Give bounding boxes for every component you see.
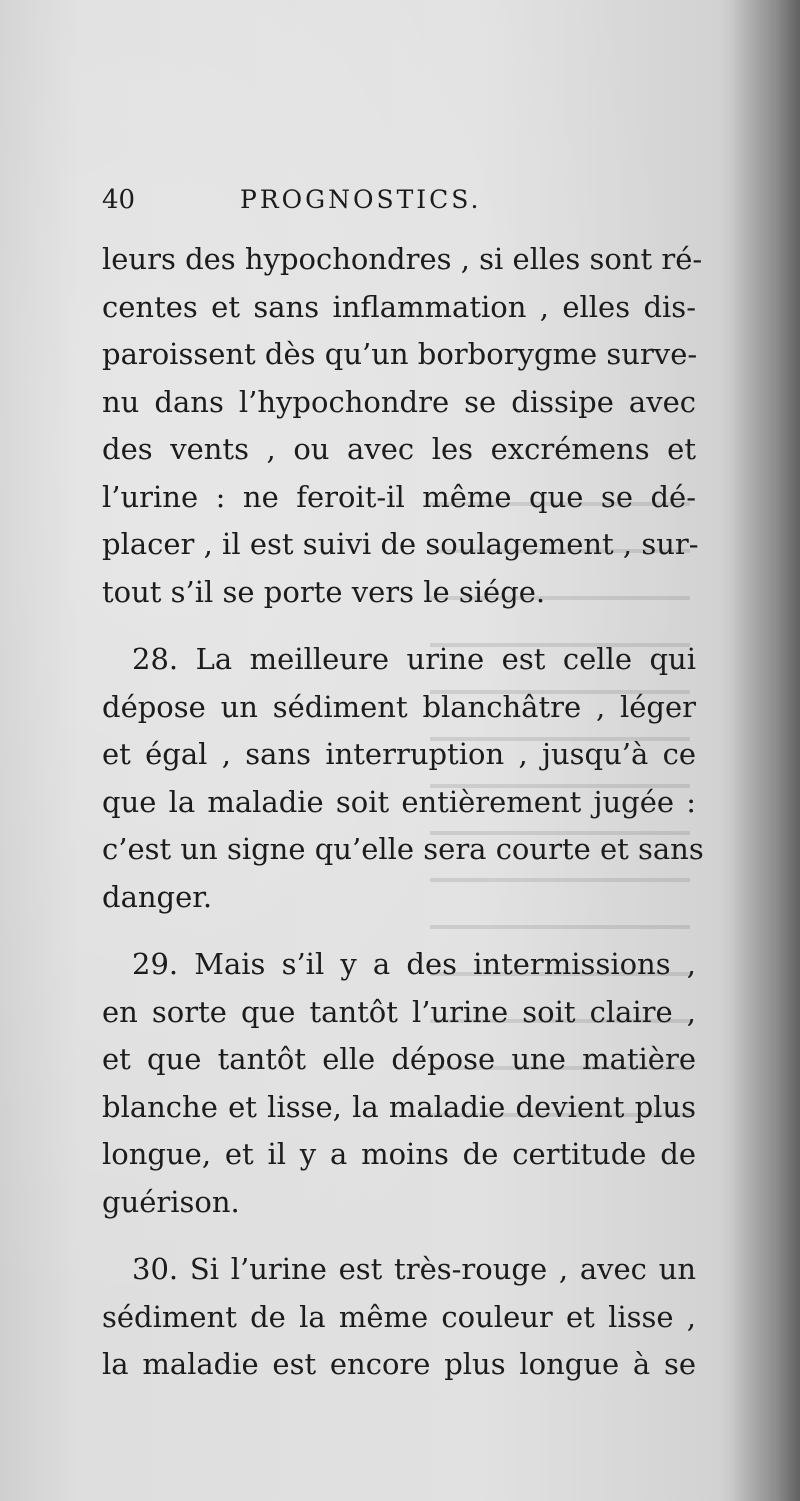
text-line: tout s’il se porte vers le siége.	[102, 574, 546, 609]
text-line: dépose un sédiment blanchâtre , léger	[102, 689, 696, 724]
text-line: des vents , ou avec les excrémens et	[102, 432, 696, 466]
text-line: paroissent dès qu’un borborygme surve-	[102, 337, 698, 371]
text-line: sédiment de la même couleur et lisse ,	[102, 1299, 696, 1334]
page-number: 40	[102, 185, 136, 215]
text-line: 30. Si l’urine est très-rouge , avec un	[132, 1252, 696, 1286]
paragraph-continued	[102, 236, 703, 616]
running-head: PROGNOSTICS.	[240, 185, 482, 214]
text-line: 28. La meilleure urine est celle qui	[132, 642, 696, 676]
text-line: et égal , sans interruption , jusqu’à ce	[102, 737, 696, 771]
text-line: 29. Mais s’il y a des intermissions ,	[132, 947, 696, 981]
text-line: placer , il est suivi de soulagement , sur-	[102, 527, 699, 561]
text-line: la maladie est encore plus longue à se	[102, 1347, 696, 1381]
text-line: nu dans l’hypochondre se dissipe avec	[102, 384, 696, 419]
paragraph-29	[102, 941, 696, 1226]
text-line: blanche et lisse, la maladie devient plus	[102, 1089, 696, 1124]
page-header	[102, 185, 702, 225]
spine-shadow	[730, 0, 800, 1501]
text-line: c’est un signe qu’elle sera courte et sans	[102, 832, 704, 866]
text-line: l’urine : ne feroit-il même que se dé-	[102, 479, 696, 514]
paragraph-30	[102, 1246, 696, 1389]
text-line: danger.	[102, 879, 213, 914]
text-line: centes et sans inflammation , elles dis-	[102, 289, 696, 324]
text-line: et que tantôt elle dépose une matière	[102, 1042, 696, 1076]
text-line: que la maladie soit entièrement jugée :	[102, 784, 696, 819]
text-line: longue, et il y a moins de certitude de	[102, 1137, 696, 1171]
text-line: en sorte que tantôt l’urine soit claire ,	[102, 994, 696, 1029]
text-line: leurs des hypochondres , si elles sont ré-	[102, 242, 703, 276]
body-text	[102, 236, 704, 1409]
text-line: guérison.	[102, 1184, 240, 1219]
paragraph-28	[102, 636, 704, 921]
